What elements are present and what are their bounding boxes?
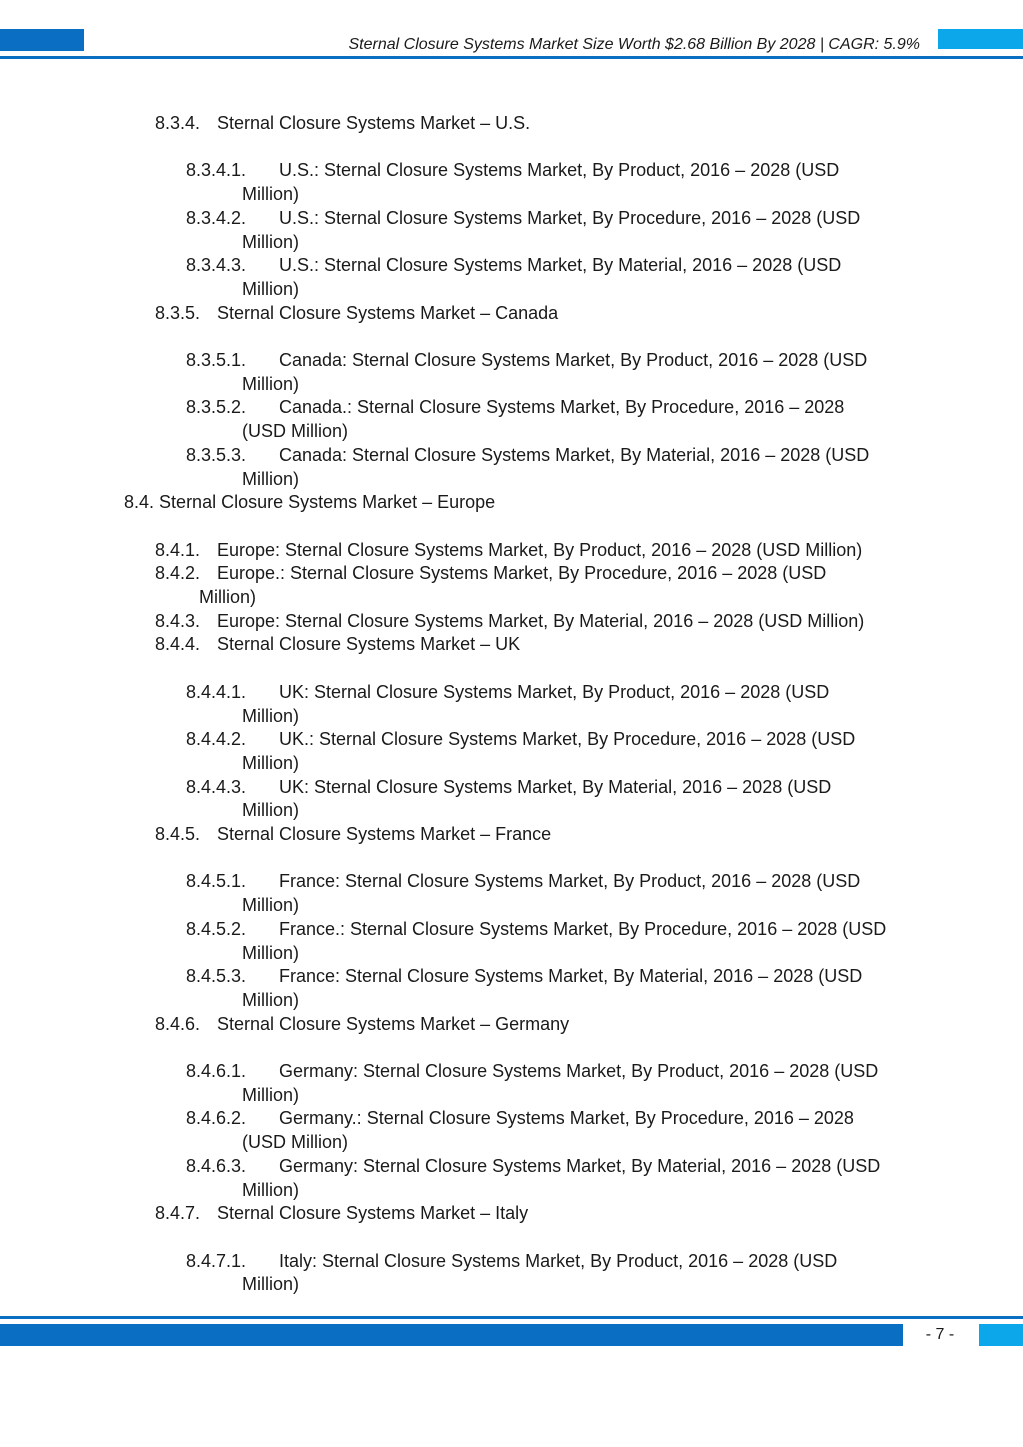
toc-entry-text: Germany: Sternal Closure Systems Market, By Material, 2016 – 2028 (USD bbox=[279, 1155, 881, 1176]
header-rule bbox=[0, 56, 1023, 59]
toc-entry-text: Canada: Sternal Closure Systems Market, By Material, 2016 – 2028 (USD bbox=[279, 444, 870, 465]
toc-spacer bbox=[0, 1226, 1023, 1250]
toc-entry[interactable] bbox=[155, 1013, 1023, 1037]
toc-entry-text-continued: Million) bbox=[242, 989, 300, 1010]
footer-accent-bar bbox=[0, 1324, 903, 1346]
toc-entry[interactable] bbox=[186, 207, 1023, 254]
toc-entry-number: 8.3.5.2. bbox=[186, 397, 247, 418]
toc-entry-text-continued: Million) bbox=[242, 895, 300, 916]
table-of-contents bbox=[0, 112, 1023, 1297]
toc-entry-text: France: Sternal Closure Systems Market, By Product, 2016 – 2028 (USD bbox=[279, 871, 861, 892]
toc-entry[interactable] bbox=[155, 823, 1023, 847]
toc-entry-number: 8.4.5.2. bbox=[186, 918, 247, 939]
toc-entry-number: 8.3.4.2. bbox=[186, 207, 247, 228]
toc-spacer bbox=[0, 515, 1023, 539]
toc-entry-number: 8.3.5.3. bbox=[186, 444, 247, 465]
toc-entry-number: 8.4.4.1. bbox=[186, 681, 247, 702]
header-accent-block-right bbox=[938, 29, 1023, 49]
toc-entry-text: UK: Sternal Closure Systems Market, By Product, 2016 – 2028 (USD bbox=[279, 681, 830, 702]
toc-entry-text: Europe: Sternal Closure Systems Market, By Material, 2016 – 2028 (USD Million) bbox=[217, 610, 865, 631]
toc-entry-number: 8.4.5.3. bbox=[186, 966, 247, 987]
toc-entry[interactable] bbox=[155, 302, 1023, 326]
toc-spacer bbox=[0, 325, 1023, 349]
toc-entry-number: 8.3.4.3. bbox=[186, 255, 247, 276]
toc-entry-number: 8.4.4.3. bbox=[186, 776, 247, 797]
toc-entry-text-continued: Million) bbox=[242, 373, 300, 394]
toc-entry-text-continued: Million) bbox=[242, 705, 300, 726]
toc-entry-text: UK.: Sternal Closure Systems Market, By Procedure, 2016 – 2028 (USD bbox=[279, 729, 856, 750]
toc-entry-number: 8.4.6. bbox=[155, 1013, 201, 1034]
toc-entry-number: 8.4.7.1. bbox=[186, 1250, 247, 1271]
toc-entry[interactable] bbox=[186, 396, 1023, 443]
toc-entry[interactable] bbox=[186, 870, 1023, 917]
toc-entry-text-continued: Million) bbox=[242, 278, 300, 299]
toc-entry-number: 8.4.5.1. bbox=[186, 871, 247, 892]
toc-entry-text: Sternal Closure Systems Market – U.S. bbox=[217, 113, 531, 133]
toc-entry-number: 8.4.5. bbox=[155, 824, 201, 845]
toc-entry-text: Europe: Sternal Closure Systems Market, By Product, 2016 – 2028 (USD Million) bbox=[217, 539, 863, 560]
toc-entry[interactable] bbox=[186, 159, 1023, 206]
toc-entry-text: France: Sternal Closure Systems Market, By Material, 2016 – 2028 (USD bbox=[279, 966, 863, 987]
toc-entry-text-continued: Million) bbox=[242, 752, 300, 773]
toc-entry[interactable] bbox=[186, 728, 1023, 775]
toc-entry-text-continued: Million) bbox=[242, 468, 300, 489]
toc-entry[interactable] bbox=[186, 1155, 1023, 1202]
header-accent-block-left bbox=[0, 29, 84, 51]
toc-entry-text: Sternal Closure Systems Market – Italy bbox=[217, 1203, 529, 1224]
toc-entry[interactable] bbox=[186, 1250, 1023, 1297]
toc-spacer bbox=[0, 1036, 1023, 1060]
toc-entry-number: 8.4.4. bbox=[155, 634, 201, 655]
header-title: Sternal Closure Systems Market Size Worth $2.68 Billion By 2028 | CAGR: 5.9% bbox=[348, 36, 920, 53]
toc-entry-text-continued: Million) bbox=[242, 184, 300, 205]
toc-entry-text-continued: (USD Million) bbox=[242, 1132, 349, 1153]
toc-entry-text-continued: Million) bbox=[242, 1274, 300, 1295]
toc-entry[interactable] bbox=[186, 681, 1023, 728]
toc-entry[interactable] bbox=[155, 610, 1023, 634]
toc-entry-number: 8.4.3. bbox=[155, 610, 201, 631]
toc-entry[interactable] bbox=[186, 349, 1023, 396]
toc-entry-text-continued: Million) bbox=[242, 231, 300, 252]
toc-entry-number: 8.4.2. bbox=[155, 563, 201, 584]
toc-entry-number: 8.4. bbox=[124, 492, 155, 513]
toc-entry-text-continued: Million) bbox=[242, 942, 300, 963]
toc-entry-number: 8.4.7. bbox=[155, 1203, 201, 1224]
toc-entry-text: Sternal Closure Systems Market – France bbox=[217, 824, 552, 845]
toc-entry[interactable] bbox=[155, 1202, 1023, 1226]
toc-entry-line bbox=[124, 492, 495, 512]
page-number: - 7 - bbox=[925, 1326, 955, 1343]
toc-entry-number: 8.3.4. bbox=[155, 113, 201, 133]
toc-entry[interactable] bbox=[186, 918, 1023, 965]
toc-entry[interactable] bbox=[155, 633, 1023, 657]
toc-entry[interactable] bbox=[155, 539, 1023, 563]
toc-entry-text: Italy: Sternal Closure Systems Market, By Product, 2016 – 2028 (USD bbox=[279, 1250, 838, 1271]
toc-entry-text-continued: Million) bbox=[199, 587, 257, 608]
toc-entry[interactable] bbox=[186, 254, 1023, 301]
toc-entry-text: U.S.: Sternal Closure Systems Market, By Procedure, 2016 – 2028 (USD bbox=[279, 207, 861, 228]
toc-entry[interactable] bbox=[155, 562, 1023, 609]
toc-entry-text: Germany: Sternal Closure Systems Market, By Product, 2016 – 2028 (USD bbox=[279, 1061, 879, 1082]
toc-entry[interactable] bbox=[186, 965, 1023, 1012]
toc-entry[interactable] bbox=[186, 444, 1023, 491]
toc-entry[interactable] bbox=[124, 491, 1023, 515]
toc-spacer bbox=[0, 657, 1023, 681]
toc-spacer bbox=[0, 847, 1023, 871]
toc-entry-text-continued: (USD Million) bbox=[242, 421, 349, 442]
toc-entry-number: 8.3.5. bbox=[155, 302, 201, 323]
toc-entry-text: France.: Sternal Closure Systems Market, By Procedure, 2016 – 2028 (USD bbox=[279, 918, 887, 939]
toc-entry-text-continued: Million) bbox=[242, 1179, 300, 1200]
toc-entry-text: Germany.: Sternal Closure Systems Market, By Procedure, 2016 – 2028 bbox=[279, 1108, 854, 1129]
toc-entry-text: UK: Sternal Closure Systems Market, By Material, 2016 – 2028 (USD bbox=[279, 776, 832, 797]
toc-entry-text: Sternal Closure Systems Market – Europe bbox=[159, 492, 496, 513]
toc-entry-text-continued: Million) bbox=[242, 1084, 300, 1105]
toc-entry[interactable] bbox=[186, 776, 1023, 823]
toc-entry-number: 8.4.6.2. bbox=[186, 1108, 247, 1129]
toc-entry-number: 8.4.1. bbox=[155, 539, 201, 560]
toc-entry[interactable] bbox=[186, 1060, 1023, 1107]
toc-entry[interactable] bbox=[155, 112, 1023, 136]
toc-entry-number: 8.4.6.1. bbox=[186, 1061, 247, 1082]
toc-entry-number: 8.4.4.2. bbox=[186, 729, 247, 750]
toc-entry-text: Canada: Sternal Closure Systems Market, By Product, 2016 – 2028 (USD bbox=[279, 350, 868, 370]
toc-entry-number: 8.3.5.1. bbox=[186, 350, 247, 370]
footer-rule bbox=[0, 1316, 1023, 1319]
toc-entry-text: Canada.: Sternal Closure Systems Market, By Procedure, 2016 – 2028 bbox=[279, 397, 845, 418]
toc-entry-text: U.S.: Sternal Closure Systems Market, By Product, 2016 – 2028 (USD bbox=[279, 160, 840, 181]
toc-entry-text: Sternal Closure Systems Market – Germany bbox=[217, 1013, 570, 1034]
toc-spacer bbox=[0, 136, 1023, 160]
toc-entry-text-continued: Million) bbox=[242, 800, 300, 821]
toc-entry-text: Sternal Closure Systems Market – UK bbox=[217, 634, 521, 655]
toc-entry-number: 8.4.6.3. bbox=[186, 1155, 247, 1176]
footer-accent-block-right bbox=[979, 1324, 1023, 1346]
toc-entry[interactable] bbox=[186, 1107, 1023, 1154]
toc-entry-number: 8.3.4.1. bbox=[186, 160, 247, 181]
toc-entry-text: Europe.: Sternal Closure Systems Market, By Procedure, 2016 – 2028 (USD bbox=[217, 563, 827, 584]
toc-entry-text: Sternal Closure Systems Market – Canada bbox=[217, 302, 559, 323]
toc-entry-text: U.S.: Sternal Closure Systems Market, By Material, 2016 – 2028 (USD bbox=[279, 255, 842, 276]
